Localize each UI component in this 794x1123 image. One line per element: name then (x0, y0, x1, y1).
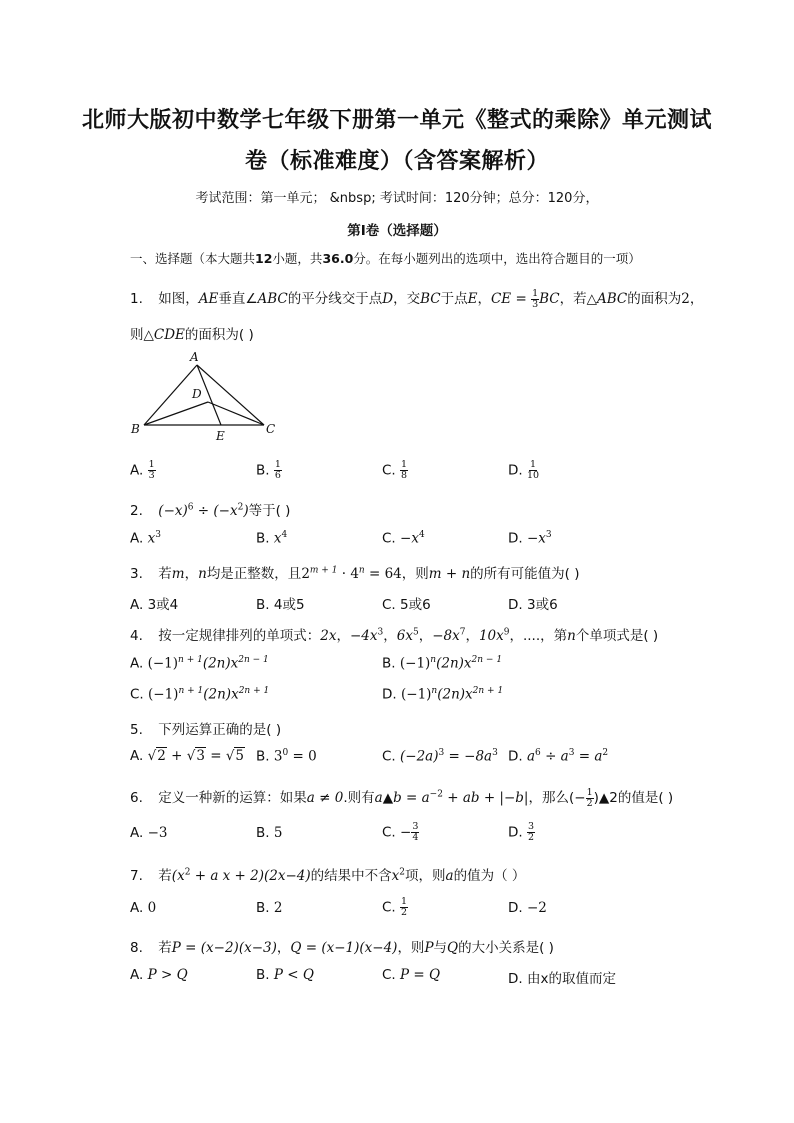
fraction-numerator: 1 (586, 786, 593, 798)
option-text: 3或4 (147, 597, 179, 613)
radicand: 3 (196, 748, 205, 764)
option-text: 3或6 (526, 597, 558, 613)
q6-math: a▲b = a (374, 790, 430, 806)
question-8 (130, 936, 554, 956)
q8-option-b[interactable] (256, 967, 314, 983)
option-label: B. (256, 748, 270, 765)
q1-option-d[interactable] (508, 460, 539, 481)
question-4: 4. 按一定规律排列的单项式：2x，$-4x^3$，$6x^5$，$-8x^7$，$10x^9$，....，第n个单项式是( ) (130, 627, 659, 644)
option-label: A. (130, 530, 144, 547)
question-7 (130, 864, 525, 884)
q2-option-a[interactable] (130, 530, 161, 547)
question-2 (130, 499, 290, 519)
q7-text: 项，则 (405, 868, 446, 884)
q3-option-a[interactable] (130, 593, 178, 613)
option-math: = −8a (444, 748, 493, 765)
q1-text: ， (477, 291, 491, 307)
q1-math: D (382, 291, 394, 307)
option-text: 5 (273, 825, 283, 841)
fraction-denominator: 2 (586, 797, 593, 809)
option-label: D. (508, 900, 523, 916)
sqrt: √2 (147, 748, 166, 764)
point-label-d: D (192, 387, 202, 401)
option-label: A. (130, 748, 144, 764)
q5-option-b[interactable] (256, 748, 317, 765)
q5-option-a[interactable] (130, 748, 245, 764)
q1-math: BC (420, 291, 441, 307)
q4-option-a[interactable] (130, 655, 269, 672)
option-math: 3 (273, 748, 283, 765)
q3-math: m + n (428, 566, 471, 582)
question-3 (130, 562, 580, 582)
q3-text: ，则 (401, 566, 429, 582)
option-math: (−1) (399, 655, 431, 672)
q3-exponent: m + 1 (309, 565, 338, 576)
option-exponent: n + 1 (178, 655, 203, 665)
option-label: A. (130, 900, 144, 916)
option-label: A. (130, 462, 144, 479)
q1-math: 2 (681, 291, 690, 307)
q1-option-a[interactable] (130, 460, 156, 481)
q8-text: 的大小关系是( ) (458, 940, 554, 956)
q6-option-c[interactable] (382, 822, 419, 843)
option-label: C. (130, 686, 144, 703)
vertex-label-a: A (190, 350, 199, 364)
q1-math: = (511, 291, 532, 307)
option-text: 由x的取值而定 (526, 971, 616, 987)
section-score: 36.0 (322, 251, 354, 266)
option-sign: − (400, 824, 412, 841)
fraction-denominator: 8 (401, 470, 408, 481)
option-exponent: n (431, 686, 438, 696)
q2-exponent: 2 (237, 502, 244, 513)
q6-exponent: −2 (429, 789, 443, 800)
q1-math: E (467, 291, 478, 307)
q2-option-c[interactable] (382, 530, 425, 547)
q8-option-c[interactable] (382, 967, 440, 983)
option-exponent: 2n + 1 (472, 686, 504, 696)
q2-math: ) (243, 503, 249, 519)
option-label: D. (508, 597, 523, 613)
option-math: ÷ a (540, 748, 569, 765)
q4-exponent: 5 (412, 627, 419, 638)
fraction (400, 460, 408, 481)
option-text: P = Q (400, 967, 441, 983)
q8-math: Q (447, 940, 459, 956)
q1-option-c[interactable] (382, 460, 408, 481)
radicand: 5 (235, 748, 245, 764)
fraction-numerator: 3 (412, 821, 419, 832)
option-exponent: 6 (535, 748, 541, 758)
q1-text: ，交 (393, 291, 421, 307)
q7-option-b[interactable] (256, 900, 282, 916)
question-1 (130, 287, 703, 310)
q1-math: ABC (597, 291, 628, 307)
q7-math: a (445, 868, 454, 884)
q3-math: · (337, 566, 351, 582)
option-label: B. (256, 597, 270, 613)
option-label: D. (508, 971, 523, 987)
q3-option-c[interactable] (382, 593, 431, 613)
option-math: x (273, 530, 282, 547)
fraction-numerator: 1 (532, 287, 539, 299)
option-exponent: 3 (545, 530, 552, 540)
q6-text: )▲2的值是( ) (593, 790, 674, 806)
q6-option-d[interactable] (508, 822, 535, 843)
fraction-denominator: 2 (401, 907, 408, 918)
fraction-numerator: 1 (530, 459, 537, 470)
option-text: −2 (526, 900, 547, 916)
q5-option-c[interactable] (382, 748, 498, 765)
q2-math: ÷ (−x (193, 503, 238, 519)
q7-exponent: 2 (399, 867, 406, 878)
option-exponent: 4 (281, 530, 288, 540)
fraction-denominator: 3 (532, 298, 539, 310)
q7-option-a[interactable] (130, 900, 156, 916)
option-exponent: 0 (282, 748, 289, 758)
q1-text: ， (689, 291, 704, 307)
question-6 (130, 786, 673, 809)
option-label: D. (508, 748, 523, 765)
option-math: (−1) (400, 686, 432, 703)
section-prefix: 一、选择题（本大题共 (130, 251, 256, 266)
radicand: 2 (157, 748, 166, 764)
option-math: (2n)x (202, 655, 239, 672)
fraction-denominator: 6 (274, 470, 281, 481)
q8-math: P (424, 940, 434, 956)
q7-text: 若 (158, 868, 172, 884)
option-label: B. (382, 655, 396, 672)
option-text: P < Q (273, 967, 314, 983)
option-exponent: 3 (492, 748, 498, 758)
q3-text: ， (184, 566, 199, 582)
section-suffix: 分。在每小题列出的选项中，选出符合题目的一项） (353, 251, 641, 266)
option-math: = 0 (288, 748, 317, 765)
option-label: C. (382, 530, 396, 547)
option-math: (2n)x (436, 655, 472, 672)
q4-text: 按一定规律排列的单项式： (158, 628, 321, 644)
q3-text: 均是正整数，且 (206, 566, 302, 582)
q4-exponent: 7 (459, 627, 466, 638)
option-math: (−1) (148, 686, 179, 703)
q5-text: 下列运算正确的是( ) (158, 722, 282, 738)
option-label: C. (382, 462, 396, 479)
q2-option-d[interactable] (508, 530, 552, 547)
option-label: C. (382, 824, 396, 841)
doc-title-line1: 北师大版初中数学七年级下册第一单元《整式的乘除》单元测试 (81, 107, 712, 133)
q1-text: 的平分线交于点 (287, 291, 383, 307)
option-text: 4或5 (273, 597, 305, 613)
q8-math: Q = (x−1)(x−4) (290, 940, 398, 956)
q7-text: 的值为（ ） (453, 868, 526, 884)
q4-option-b[interactable] (382, 655, 502, 672)
option-text: P > Q (147, 967, 188, 983)
option-exponent: 2n − 1 (238, 655, 269, 665)
exam-info: 考试范围：第一单元； &nbsp; 考试时间：120分钟；总分：120分， (195, 191, 599, 206)
option-label: C. (382, 748, 396, 765)
q4-math: 6x (396, 628, 413, 644)
volume-heading: 第Ⅰ卷（选择题） (347, 223, 447, 239)
q2-exponent: 6 (187, 502, 194, 513)
option-label: A. (130, 825, 144, 841)
option-math: x (147, 530, 156, 547)
q6-option-b[interactable] (256, 825, 282, 841)
option-exponent: 4 (418, 530, 425, 540)
fraction-numerator: 1 (401, 896, 408, 907)
q1-option-b[interactable] (256, 460, 282, 481)
option-text: 5或6 (400, 597, 431, 613)
option-label: C. (382, 967, 396, 983)
fraction (148, 460, 156, 481)
q4-math: 10x (478, 628, 504, 644)
option-exponent: 3 (438, 748, 445, 758)
q4-math: −4x (350, 628, 378, 644)
q1-text: 的面积为( ) (184, 327, 254, 343)
fraction-denominator: 2 (527, 832, 535, 843)
option-label: B. (256, 530, 270, 547)
q1-text: 的面积为 (627, 291, 682, 307)
option-exponent: n (430, 655, 437, 665)
section-mid: 小题，共 (272, 251, 323, 266)
option-label: C. (382, 597, 396, 613)
q7-option-d[interactable] (508, 900, 547, 916)
option-label: B. (256, 462, 270, 479)
fraction (527, 460, 539, 481)
q2-text: 等于( ) (248, 503, 291, 519)
q8-option-d[interactable] (508, 967, 616, 987)
option-exponent: n + 1 (178, 686, 204, 696)
option-text: 2 (273, 900, 283, 916)
fraction (531, 289, 539, 310)
option-math: = a (574, 748, 603, 765)
fraction-denominator: 10 (526, 470, 540, 481)
fraction-denominator: 4 (412, 832, 419, 843)
q3-math: 2 (301, 566, 310, 582)
doc-title-line2: 卷（标准难度）（含答案解析） (244, 148, 549, 174)
question-number: 8. (130, 940, 143, 956)
option-text: 0 (147, 900, 157, 916)
question-1-line2 (130, 323, 254, 343)
q1-math: BC (539, 291, 560, 307)
q3-math: = 64 (364, 566, 402, 582)
q6-math: + ab + |−b| (442, 790, 529, 806)
q7-math: x (391, 868, 400, 884)
option-label: A. (130, 597, 144, 613)
option-math: −x (400, 530, 419, 547)
option-math: (2n)x (437, 686, 473, 703)
option-label: B. (256, 825, 270, 841)
option-math: + (166, 748, 187, 764)
option-exponent: 3 (155, 530, 161, 540)
question-number: 4. (130, 628, 143, 644)
q4-option-d[interactable] (382, 686, 503, 703)
option-math: (2n)x (203, 686, 239, 703)
q4-text: 个单项式是( ) (575, 628, 659, 644)
option-label: D. (508, 824, 523, 841)
option-exponent: 2n + 1 (238, 686, 270, 696)
q1-text: 如图， (158, 291, 199, 307)
q5-option-d[interactable] (508, 748, 608, 765)
option-math: (−2a) (400, 748, 439, 765)
option-math: −x (526, 530, 546, 547)
q7-option-c[interactable] (382, 897, 408, 918)
option-exponent: 2n − 1 (471, 655, 503, 665)
option-math: = (205, 748, 226, 764)
option-label: A. (130, 655, 144, 672)
q4-exponent: 3 (377, 627, 384, 638)
q8-text: ， (276, 940, 291, 956)
q7-math: (x (171, 868, 185, 884)
option-label: A. (130, 967, 144, 983)
vertex-label-c: C (266, 422, 276, 436)
q4-option-c[interactable] (130, 686, 269, 703)
q6-option-a[interactable] (130, 825, 168, 841)
q4-text: ，....，第 (509, 628, 568, 644)
q4-math: 2x (320, 628, 337, 644)
fraction (527, 822, 535, 843)
q4-exponent: 9 (503, 627, 510, 638)
q8-text: ，则 (397, 940, 425, 956)
q3-math: n (198, 566, 207, 582)
q1-math: ABC (257, 291, 288, 307)
q2-option-b[interactable] (256, 530, 287, 547)
fraction-numerator: 1 (401, 459, 408, 470)
q1-text: 于点 (440, 291, 468, 307)
fraction-numerator: 3 (527, 821, 535, 832)
q1-math: CE (490, 291, 512, 307)
triangle-figure (124, 347, 284, 447)
question-number: 3. (130, 566, 143, 582)
q3-text: 若 (158, 566, 172, 582)
vertex-label-b: B (131, 422, 140, 436)
fraction-denominator: 3 (148, 470, 155, 481)
point-label-e: E (216, 429, 225, 443)
q8-text: 与 (433, 940, 448, 956)
q2-math: (−x) (158, 503, 188, 519)
q1-text: 则△ (130, 327, 154, 343)
sqrt: √5 (225, 748, 245, 764)
option-math: a (526, 748, 536, 765)
q1-math: AE (198, 291, 219, 307)
q3-option-b[interactable] (256, 593, 305, 613)
sqrt: √3 (186, 748, 205, 764)
q3-math: m (171, 566, 185, 582)
q6-text: ，那么(− (528, 790, 586, 806)
q6-text: .则有 (343, 790, 375, 806)
fraction (400, 897, 408, 918)
q3-option-d[interactable] (508, 593, 558, 613)
option-label: D. (508, 530, 523, 547)
q6-math: a ≠ 0 (306, 790, 344, 806)
option-label: D. (508, 462, 523, 479)
q8-option-a[interactable] (130, 967, 188, 983)
option-text: −3 (147, 825, 168, 841)
option-label: D. (382, 686, 397, 703)
fraction (586, 788, 594, 809)
q8-text: 若 (158, 940, 172, 956)
question-number: 7. (130, 868, 143, 884)
option-exponent: 2 (602, 748, 609, 758)
q1-math: CDE (153, 327, 185, 343)
option-label: B. (256, 900, 270, 916)
option-exponent: 3 (568, 748, 575, 758)
option-label: B. (256, 967, 270, 983)
fraction-numerator: 1 (274, 459, 281, 470)
option-math: (−1) (147, 655, 179, 672)
question-number: 6. (130, 790, 143, 806)
question-number: 2. (130, 503, 143, 519)
q7-math: + a x + 2)(2x−4) (190, 868, 311, 884)
q7-exponent: 2 (184, 867, 191, 878)
q4-math: −8x (432, 628, 460, 644)
option-label: C. (382, 899, 396, 916)
q1-text: 垂直∠ (218, 291, 258, 307)
q4-math: n (567, 628, 576, 644)
q8-math: P = (x−2)(x−3) (171, 940, 277, 956)
fraction (274, 460, 282, 481)
fraction-numerator: 1 (148, 459, 155, 470)
section-heading (130, 249, 641, 267)
q3-math: 4 (350, 566, 359, 582)
q6-text: 定义一种新的运算：如果 (158, 790, 307, 806)
question-5 (130, 718, 281, 738)
q1-text: ，若△ (559, 291, 598, 307)
section-count: 12 (255, 251, 273, 266)
question-number: 5. (130, 722, 143, 738)
question-number: 1. (130, 291, 143, 307)
fraction (411, 822, 419, 843)
q3-exponent: n (358, 565, 365, 576)
q7-text: 的结果中不含 (310, 868, 392, 884)
q3-text: 的所有可能值为( ) (470, 566, 580, 582)
